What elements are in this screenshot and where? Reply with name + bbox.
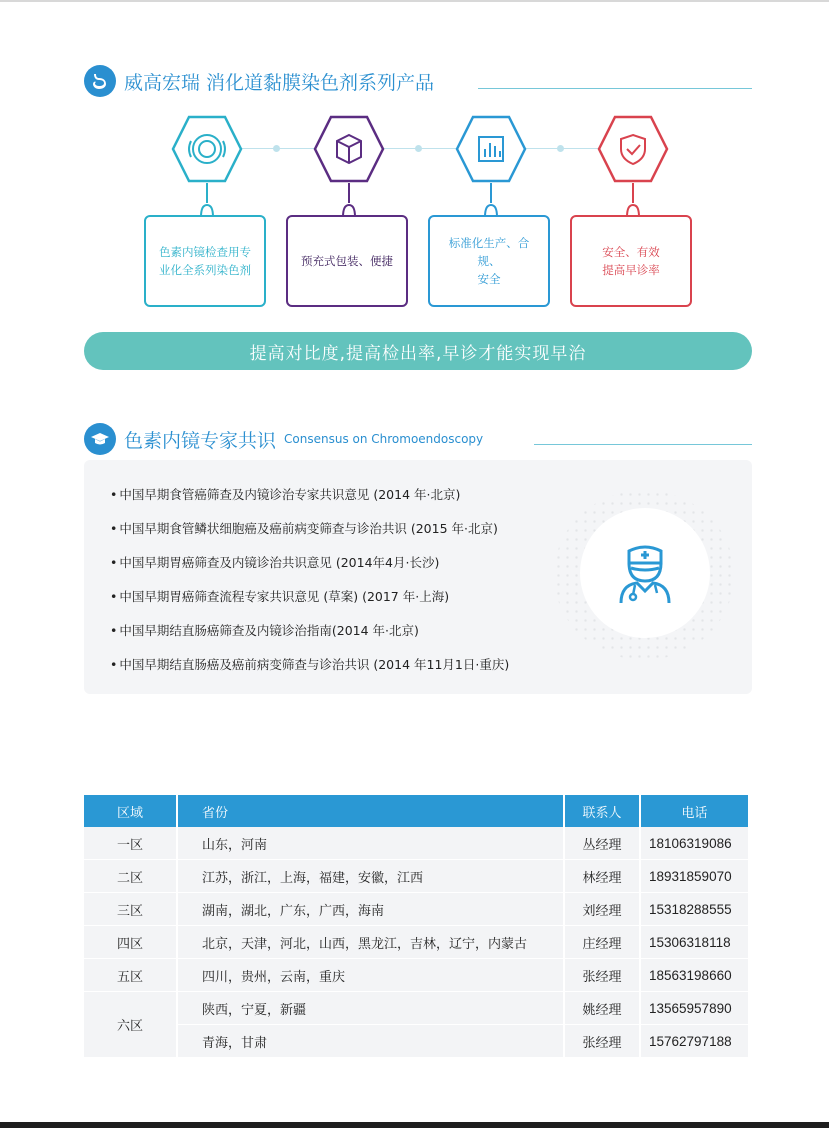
table-row [84,893,748,926]
shield-icon [597,115,669,183]
contact-cell: 刘经理 [564,893,640,926]
header-region: 区域 [84,795,177,827]
province-cell: 四川，贵州，云南，重庆 [177,959,564,992]
list-item: • 中国早期食管鳞状细胞癌及癌前病变筛查与诊治共识 (2015 年·北京) [110,518,509,552]
region-cell: 三区 [84,893,177,926]
contact-cell: 张经理 [564,1025,640,1058]
regional-contact-table [84,795,748,1058]
consensus-section-subtitle: Consensus on Chromoendoscopy [284,432,484,446]
province-cell: 湖南，湖北，广东，广西，海南 [177,893,564,926]
heading-rule [534,444,752,445]
connector-dot [557,145,564,152]
list-item: • 中国早期结直肠癌筛查及内镜诊治指南(2014 年·北京) [110,620,509,654]
doctor-badge [580,508,710,638]
phone-cell: 18931859070 [640,860,748,893]
province-cell: 北京，天津，河北，山西，黑龙江，吉林，辽宁，内蒙古 [177,926,564,959]
table-row [84,992,748,1025]
table-row [84,860,748,893]
card-stem [199,183,215,217]
province-cell: 青海，甘肃 [177,1025,564,1058]
region-cell: 四区 [84,926,177,959]
feature-card-prefilled [286,115,412,311]
list-item: • 中国早期胃癌筛查及内镜诊治共识意见 (2014年4月·长沙) [110,552,509,586]
phone-cell: 15318288555 [640,893,748,926]
connector-dot [273,145,280,152]
doctor-icon [613,541,677,605]
feature-text: 色素内镜检查用专 业化全系列染色剂 [144,215,266,307]
contact-cell: 庄经理 [564,926,640,959]
table-row [84,959,748,992]
phone-cell: 13565957890 [640,992,748,1025]
feature-card-standardized [428,115,554,311]
card-stem [341,183,357,217]
slogan-banner: 提高对比度,提高检出率,早诊才能实现早治 [84,332,752,370]
card-stem [483,183,499,217]
list-item: • 中国早期食管癌筛查及内镜诊治专家共识意见 (2014 年·北京) [110,484,509,518]
heading-rule [478,88,752,89]
region-cell: 六区 [84,992,177,1058]
box-icon [313,115,385,183]
region-cell: 二区 [84,860,177,893]
feature-text: 标准化生产、合规、 安全 [428,215,550,307]
phone-cell: 18106319086 [640,827,748,860]
table-row [84,926,748,959]
connector-dot [415,145,422,152]
consensus-list [110,484,509,688]
contact-cell: 姚经理 [564,992,640,1025]
page-top-border [0,0,829,2]
graduation-cap-icon [84,423,116,455]
table-header-row [84,795,748,827]
table-row [84,827,748,860]
feature-card-safe [570,115,696,311]
header-province: 省份 [177,795,564,827]
contact-cell: 林经理 [564,860,640,893]
region-cell: 五区 [84,959,177,992]
consensus-section-heading [84,422,483,456]
contact-cell: 丛经理 [564,827,640,860]
feature-text: 预充式包装、便捷 [286,215,408,307]
phone-cell: 18563198660 [640,959,748,992]
province-cell: 山东，河南 [177,827,564,860]
consensus-panel [84,460,752,694]
region-cell: 一区 [84,827,177,860]
table-row [84,1025,748,1058]
phone-cell: 15762797188 [640,1025,748,1058]
product-section-heading [84,64,434,98]
header-contact: 联系人 [564,795,640,827]
target-icon [171,115,243,183]
province-cell: 陕西，宁夏，新疆 [177,992,564,1025]
consensus-section-title: 色素内镜专家共识 [124,429,277,452]
contact-cell: 张经理 [564,959,640,992]
list-item: • 中国早期胃癌筛查流程专家共识意见 (草案) (2017 年·上海) [110,586,509,620]
feature-text: 安全、有效 提高早诊率 [570,215,692,307]
product-section-title: 威高宏瑞 消化道黏膜染色剂系列产品 [124,71,435,94]
province-cell: 江苏，浙江，上海，福建，安徽，江西 [177,860,564,893]
card-stem [625,183,641,217]
chart-icon [455,115,527,183]
header-phone: 电话 [640,795,748,827]
feature-card-dye-range [144,115,270,311]
stomach-icon [84,65,116,97]
phone-cell: 15306318118 [640,926,748,959]
list-item: • 中国早期结直肠癌及癌前病变筛查与诊治共识 (2014 年11月1日·重庆) [110,654,509,688]
page-bottom-border [0,1122,829,1128]
